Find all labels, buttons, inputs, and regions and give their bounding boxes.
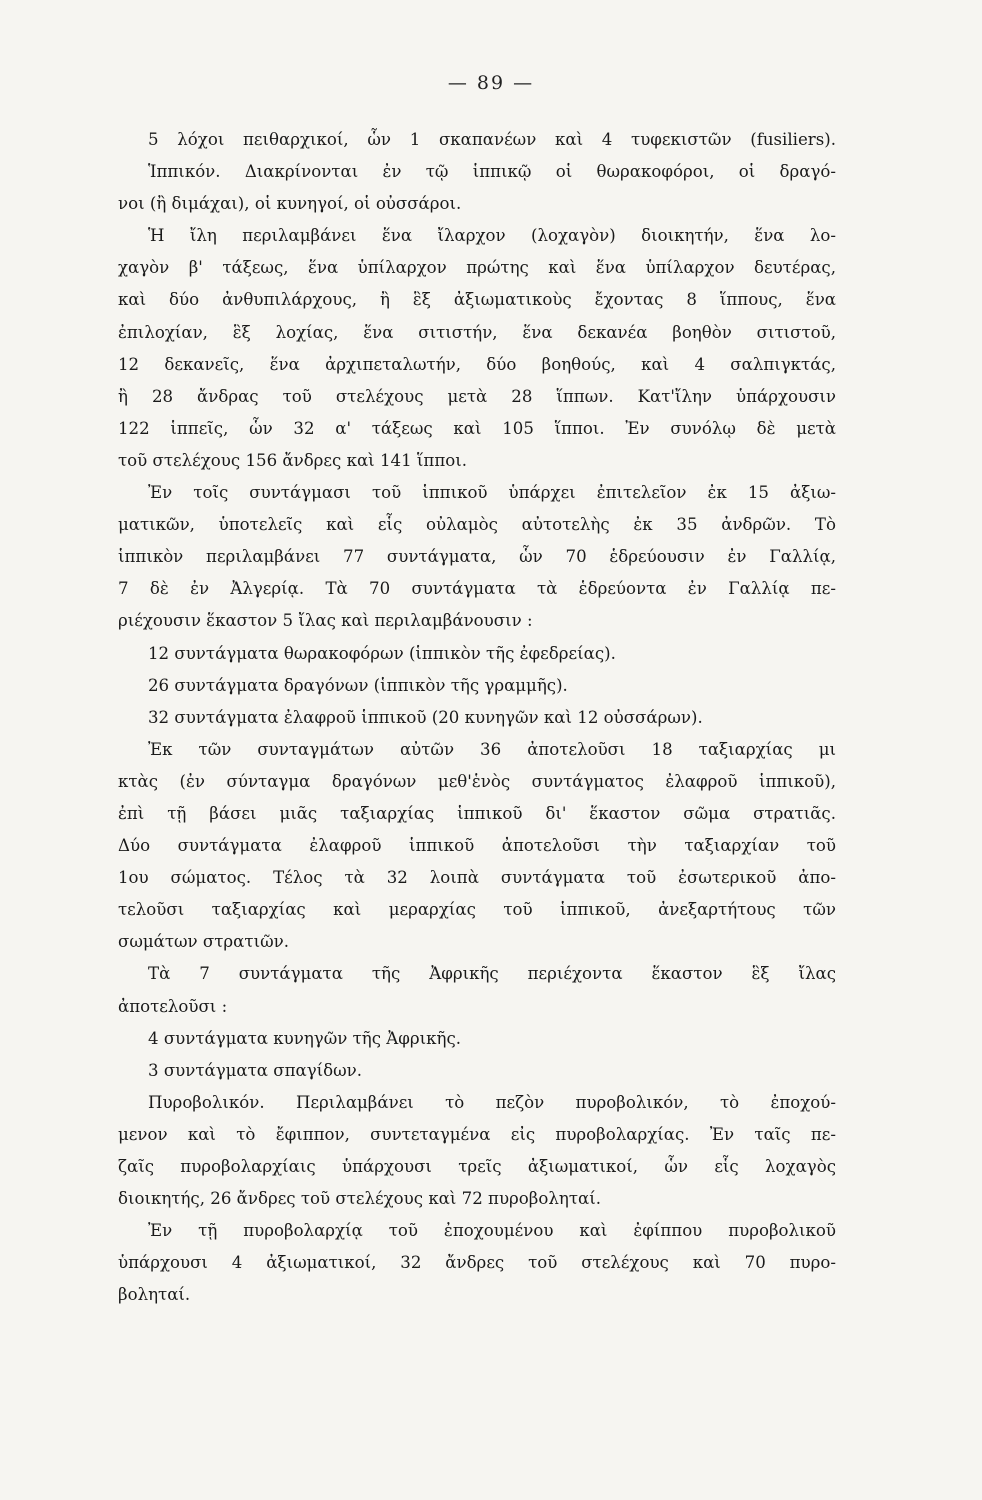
text-line: 5 λόχοι πειθαρχικοί, ὧν 1 σκαπανέων καὶ 4 τυφεκιστῶν (fusiliers). — [148, 130, 836, 149]
text-line: 122 ἱππεῖς, ὧν 32 α' τάξεως καὶ 105 ἵπποι. Ἐν συνόλῳ δὲ μετὰ — [118, 418, 836, 438]
text-line: διοικητής, 26 ἄνδρες τοῦ στελέχους καὶ 72 πυροβοληταί. — [118, 1189, 602, 1209]
text-line: βοληταί. — [118, 1285, 191, 1305]
text-line: Ἱππικόν. Διακρίνονται ἐν τῷ ἱππικῷ οἱ θωρακοφόροι, οἱ δραγό- — [148, 162, 836, 182]
text-line: 7 δὲ ἐν Ἀλγερίᾳ. Τὰ 70 συντάγματα τὰ ἑδρεύοντα ἐν Γαλλίᾳ πε- — [118, 579, 836, 599]
text-line: 32 συντάγματα ἐλαφροῦ ἱππικοῦ (20 κυνηγῶν καὶ 12 οὐσσάρων). — [148, 707, 703, 727]
text-line: ὑπάρχουσι 4 ἀξιωματικοί, 32 ἄνδρες τοῦ στελέχους καὶ 70 πυρο- — [118, 1253, 836, 1273]
text-line: κτὰς (ἐν σύνταγμα δραγόνων μεθ'ἑνὸς συντάγματος ἐλαφροῦ ἱππικοῦ), — [118, 771, 836, 791]
body-text — [118, 124, 836, 1311]
text-line: ἢ 28 ἄνδρας τοῦ στελέχους μετὰ 28 ἵππων. Κατ'ἴλην ὑπάρχουσιν — [118, 386, 836, 406]
text-line: ἀποτελοῦσι : — [118, 996, 228, 1016]
text-line: 4 συντάγματα κυνηγῶν τῆς Ἀφρικῆς. — [148, 1028, 462, 1048]
text-line: σωμάτων στρατιῶν. — [118, 932, 289, 952]
text-line: τελοῦσι ταξιαρχίας καὶ μεραρχίας τοῦ ἱππικοῦ, ἀνεξαρτήτους τῶν — [118, 900, 836, 920]
text-line: Τὰ 7 συντάγματα τῆς Ἀφρικῆς περιέχοντα ἕκαστον ἓξ ἴλας — [148, 964, 836, 984]
text-line: Ἡ ἴλη περιλαμβάνει ἕνα ἴλαρχον (λοχαγὸν) διοικητήν, ἕνα λο- — [148, 226, 836, 246]
text-line: Δύο συντάγματα ἐλαφροῦ ἱππικοῦ ἀποτελοῦσι τὴν ταξιαρχίαν τοῦ — [118, 836, 836, 856]
text-line: χαγὸν β' τάξεως, ἕνα ὑπίλαρχον πρώτης καὶ ἕνα ὑπίλαρχον δευτέρας, — [118, 258, 836, 278]
text-line: ἐπιλοχίαν, ἓξ λοχίας, ἕνα σιτιστήν, ἕνα δεκανέα βοηθὸν σιτιστοῦ, — [118, 322, 836, 342]
text-line: καὶ δύο ἀνθυπιλάρχους, ἢ ἓξ ἀξιωματικοὺς ἔχοντας 8 ἵππους, ἕνα — [118, 290, 836, 310]
text-line: 3 συντάγματα σπαγίδων. — [148, 1060, 363, 1080]
text-line: 26 συντάγματα δραγόνων (ἱππικὸν τῆς γραμμῆς). — [148, 675, 568, 695]
page-number: — 89 — — [447, 72, 535, 94]
text-line: ἐπὶ τῇ βάσει μιᾶς ταξιαρχίας ἱππικοῦ δι' ἕκαστον σῶμα στρατιᾶς. — [118, 803, 836, 823]
text-line: 12 δεκανεῖς, ἕνα ἀρχιπεταλωτήν, δύο βοηθούς, καὶ 4 σαλπιγκτάς, — [118, 354, 836, 374]
text-line: νοι (ἢ διμάχαι), οἱ κυνηγοί, οἱ οὐσσάροι. — [118, 194, 462, 214]
text-line: μενον καὶ τὸ ἔφιππον, συντεταγμένα εἰς πυροβολαρχίας. Ἐν ταῖς πε- — [118, 1124, 836, 1144]
text-line: Ἐν τοῖς συντάγμασι τοῦ ἱππικοῦ ὑπάρχει ἐπιτελεῖον ἐκ 15 ἀξιω- — [148, 483, 836, 503]
text-line: ριέχουσιν ἕκαστον 5 ἴλας καὶ περιλαμβάνουσιν : — [118, 611, 533, 631]
text-line: Ἐν τῇ πυροβολαρχίᾳ τοῦ ἐποχουμένου καὶ ἐφίππου πυροβολικοῦ — [148, 1221, 836, 1241]
text-line: ζαῖς πυροβολαρχίαις ὑπάρχουσι τρεῖς ἀξιωματικοί, ὧν εἷς λοχαγὸς — [118, 1157, 836, 1176]
text-line: τοῦ στελέχους 156 ἄνδρες καὶ 141 ἵπποι. — [118, 450, 467, 470]
text-line: 12 συντάγματα θωρακοφόρων (ἱππικὸν τῆς ἐφεδρείας). — [148, 643, 616, 663]
text-line: 1ου σώματος. Τέλος τὰ 32 λοιπὰ συντάγματα τοῦ ἐσωτερικοῦ ἀπο- — [118, 868, 836, 888]
text-line: Πυροβολικόν. Περιλαμβάνει τὸ πεζὸν πυροβολικόν, τὸ ἐποχού- — [148, 1092, 836, 1112]
text-line: Ἐκ τῶν συνταγμάτων αὐτῶν 36 ἀποτελοῦσι 18 ταξιαρχίας μι — [148, 739, 836, 759]
text-line: ἱππικὸν περιλαμβάνει 77 συντάγματα, ὧν 70 ἑδρεύουσιν ἐν Γαλλίᾳ, — [118, 547, 836, 567]
text-line: ματικῶν, ὑποτελεῖς καὶ εἷς οὐλαμὸς αὐτοτελὴς ἐκ 35 ἀνδρῶν. Τὸ — [118, 515, 836, 535]
